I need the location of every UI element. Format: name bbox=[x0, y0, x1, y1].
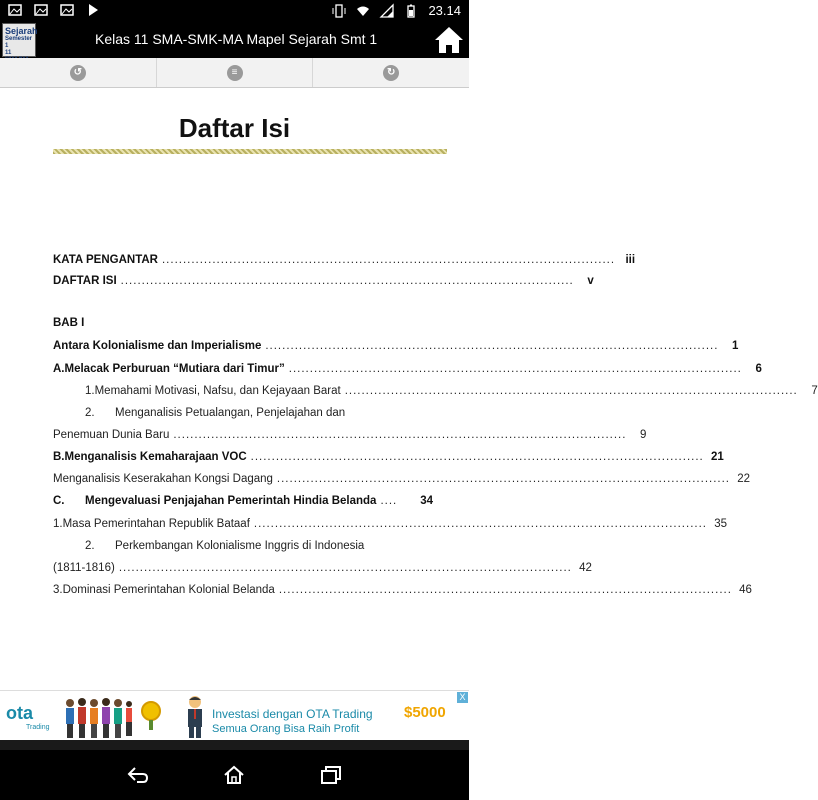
divider-strip bbox=[0, 740, 469, 750]
toc-leader-dots: ............................................................................................................ bbox=[161, 254, 616, 266]
toc-row-a1[interactable] bbox=[53, 385, 818, 397]
toc-page-number: 1 bbox=[732, 340, 739, 352]
app-title: Kelas 11 SMA-SMK-MA Mapel Sejarah Smt 1 bbox=[95, 31, 378, 47]
toc-row-c1[interactable] bbox=[53, 518, 727, 530]
ad-brand-logo: ota bbox=[6, 703, 33, 723]
toc-page-number: 9 bbox=[640, 429, 647, 441]
toc-entry-text: Menganalisis Kemaharajaan VOC bbox=[64, 451, 247, 463]
image-notification-icon-3 bbox=[60, 3, 74, 17]
system-recents-button[interactable] bbox=[316, 760, 346, 790]
toc-leader-dots: ............................................................................................................ bbox=[276, 473, 730, 485]
toc-leader-dots: ............................................................................................................ bbox=[265, 340, 719, 352]
toc-row-c2-cont[interactable] bbox=[53, 562, 592, 574]
previous-page-button[interactable] bbox=[0, 58, 157, 87]
toc-entry-number: 2. bbox=[85, 407, 95, 419]
toc-page-number: 7 bbox=[811, 385, 818, 397]
ad-people-illustration bbox=[62, 695, 134, 739]
system-navigation-bar bbox=[0, 750, 469, 800]
vibrate-icon bbox=[332, 4, 346, 18]
ad-subline: Semua Orang Bisa Raih Profit bbox=[212, 723, 360, 735]
signal-icon bbox=[380, 4, 394, 18]
toc-entry-text: Menganalisis Petualangan, Penjelajahan dan bbox=[115, 407, 346, 419]
toc-chapter-label: BAB I bbox=[53, 317, 85, 329]
toc-entry-number: 1. bbox=[53, 518, 63, 530]
toc-leader-dots: ............................................................................................................ bbox=[344, 385, 798, 397]
play-store-icon bbox=[86, 3, 100, 17]
next-page-button[interactable] bbox=[313, 58, 469, 87]
toc-entry-text: (1811-1816) bbox=[53, 562, 115, 574]
menu-button[interactable] bbox=[157, 58, 314, 87]
toc-page-number: 21 bbox=[710, 451, 724, 463]
toc-row-c2[interactable] bbox=[53, 540, 433, 552]
toc-row-section-a[interactable] bbox=[53, 363, 762, 375]
toc-entry-number: B. bbox=[53, 451, 65, 463]
toc-row-chapter-title[interactable] bbox=[53, 340, 739, 352]
app-logo[interactable] bbox=[2, 23, 36, 57]
wifi-icon bbox=[356, 4, 370, 18]
toc-entry-number: C. bbox=[53, 495, 65, 507]
toc-page-number: 42 bbox=[579, 562, 592, 574]
toc-entry-text: Mengevaluasi Penjajahan Pemerintah Hindia Belanda bbox=[85, 495, 377, 507]
home-outline-icon bbox=[223, 765, 245, 785]
toc-entry-text: DAFTAR ISI bbox=[53, 275, 117, 287]
toc-row-c3[interactable] bbox=[53, 584, 752, 596]
toc-entry-number: 2. bbox=[85, 540, 95, 552]
status-time: 23.14 bbox=[428, 3, 461, 18]
system-back-button[interactable] bbox=[123, 760, 153, 790]
battery-icon bbox=[404, 4, 418, 18]
toc-entry-text: Dominasi Pemerintahan Kolonial Belanda bbox=[62, 584, 275, 596]
back-icon bbox=[127, 766, 149, 784]
logo-line2: Semester 1 bbox=[5, 36, 33, 49]
toc-page-number: iii bbox=[625, 254, 636, 266]
page-navigation-bar bbox=[0, 58, 469, 88]
app-bar bbox=[0, 22, 469, 58]
toc-leader-dots: ............................................................................................................ bbox=[253, 518, 707, 530]
toc-entry-text: Memahami Motivasi, Nafsu, dan Kejayaan Barat bbox=[94, 385, 341, 397]
toc-page-number: 22 bbox=[737, 473, 750, 485]
ad-coin-icon bbox=[140, 701, 162, 731]
toc-row-b1[interactable] bbox=[53, 473, 750, 485]
toc-leader-dots: .... bbox=[380, 495, 398, 507]
logo-line3: 11 bbox=[5, 50, 12, 56]
toc-page-number: v bbox=[587, 275, 594, 287]
back-arrow-icon: ↺ bbox=[70, 65, 86, 81]
image-notification-icon bbox=[8, 3, 22, 17]
toc-entry-number: A. bbox=[53, 363, 65, 375]
toc-entry-text: Antara Kolonialisme dan Imperialisme bbox=[53, 340, 262, 352]
list-menu-icon: ≡ bbox=[227, 65, 243, 81]
toc-row-daftar-isi[interactable] bbox=[53, 275, 594, 287]
toc-leader-dots: ............................................................................................................ bbox=[288, 363, 742, 375]
ad-close-button[interactable]: X bbox=[457, 692, 468, 703]
toc-row-a2[interactable] bbox=[53, 407, 433, 419]
toc-entry-text: Menganalisis Keserakahan Kongsi Dagang bbox=[53, 473, 273, 485]
recents-icon bbox=[320, 765, 342, 785]
ad-brand-sub: Trading bbox=[26, 724, 50, 731]
toc-entry-number: 3. bbox=[53, 584, 63, 596]
toc-leader-dots: ............................................................................................................ bbox=[120, 275, 574, 287]
toc-entry-text: Perkembangan Kolonialisme Inggris di Indonesia bbox=[115, 540, 365, 552]
toc-entry-text: Masa Pemerintahan Republik Bataaf bbox=[62, 518, 250, 530]
toc-leader-dots: ............................................................................................................ bbox=[173, 429, 627, 441]
title-divider bbox=[53, 149, 447, 154]
toc-entry-text: Penemuan Dunia Baru bbox=[53, 429, 170, 441]
toc-row-a2-cont[interactable] bbox=[53, 429, 647, 441]
toc-row-kata-pengantar[interactable] bbox=[53, 254, 636, 266]
toc-row-section-c[interactable] bbox=[53, 495, 433, 507]
toc-entry-text: KATA PENGANTAR bbox=[53, 254, 158, 266]
toc-page-number: 35 bbox=[714, 518, 727, 530]
toc-leader-dots: ............................................................................................................ bbox=[118, 562, 572, 574]
toc-entry-number: 1. bbox=[85, 385, 95, 397]
toc-page-number: 34 bbox=[420, 495, 433, 507]
document-page bbox=[0, 89, 818, 689]
toc-leader-dots: ............................................................................................................ bbox=[250, 451, 704, 463]
image-notification-icon-2 bbox=[34, 3, 48, 17]
home-icon[interactable] bbox=[433, 24, 465, 56]
toc-page-number: 6 bbox=[755, 363, 762, 375]
ad-headline: Investasi dengan OTA Trading bbox=[212, 707, 373, 721]
ad-banner[interactable] bbox=[0, 690, 469, 740]
status-bar bbox=[0, 0, 469, 22]
system-home-button[interactable] bbox=[219, 760, 249, 790]
logo-line1: Sejarah bbox=[5, 26, 38, 36]
forward-arrow-icon: ↻ bbox=[383, 65, 399, 81]
page-title: Daftar Isi bbox=[178, 113, 291, 143]
toc-leader-dots: ............................................................................................................ bbox=[278, 584, 732, 596]
ad-amount: $5000 bbox=[404, 704, 446, 721]
toc-entry-text: Melacak Perburuan “Mutiara dari Timur” bbox=[64, 363, 285, 375]
toc-row-section-b[interactable] bbox=[53, 451, 724, 463]
ad-businessman-illustration bbox=[180, 694, 210, 739]
toc-row-bab-1 bbox=[53, 317, 433, 329]
toc-page-number: 46 bbox=[739, 584, 752, 596]
